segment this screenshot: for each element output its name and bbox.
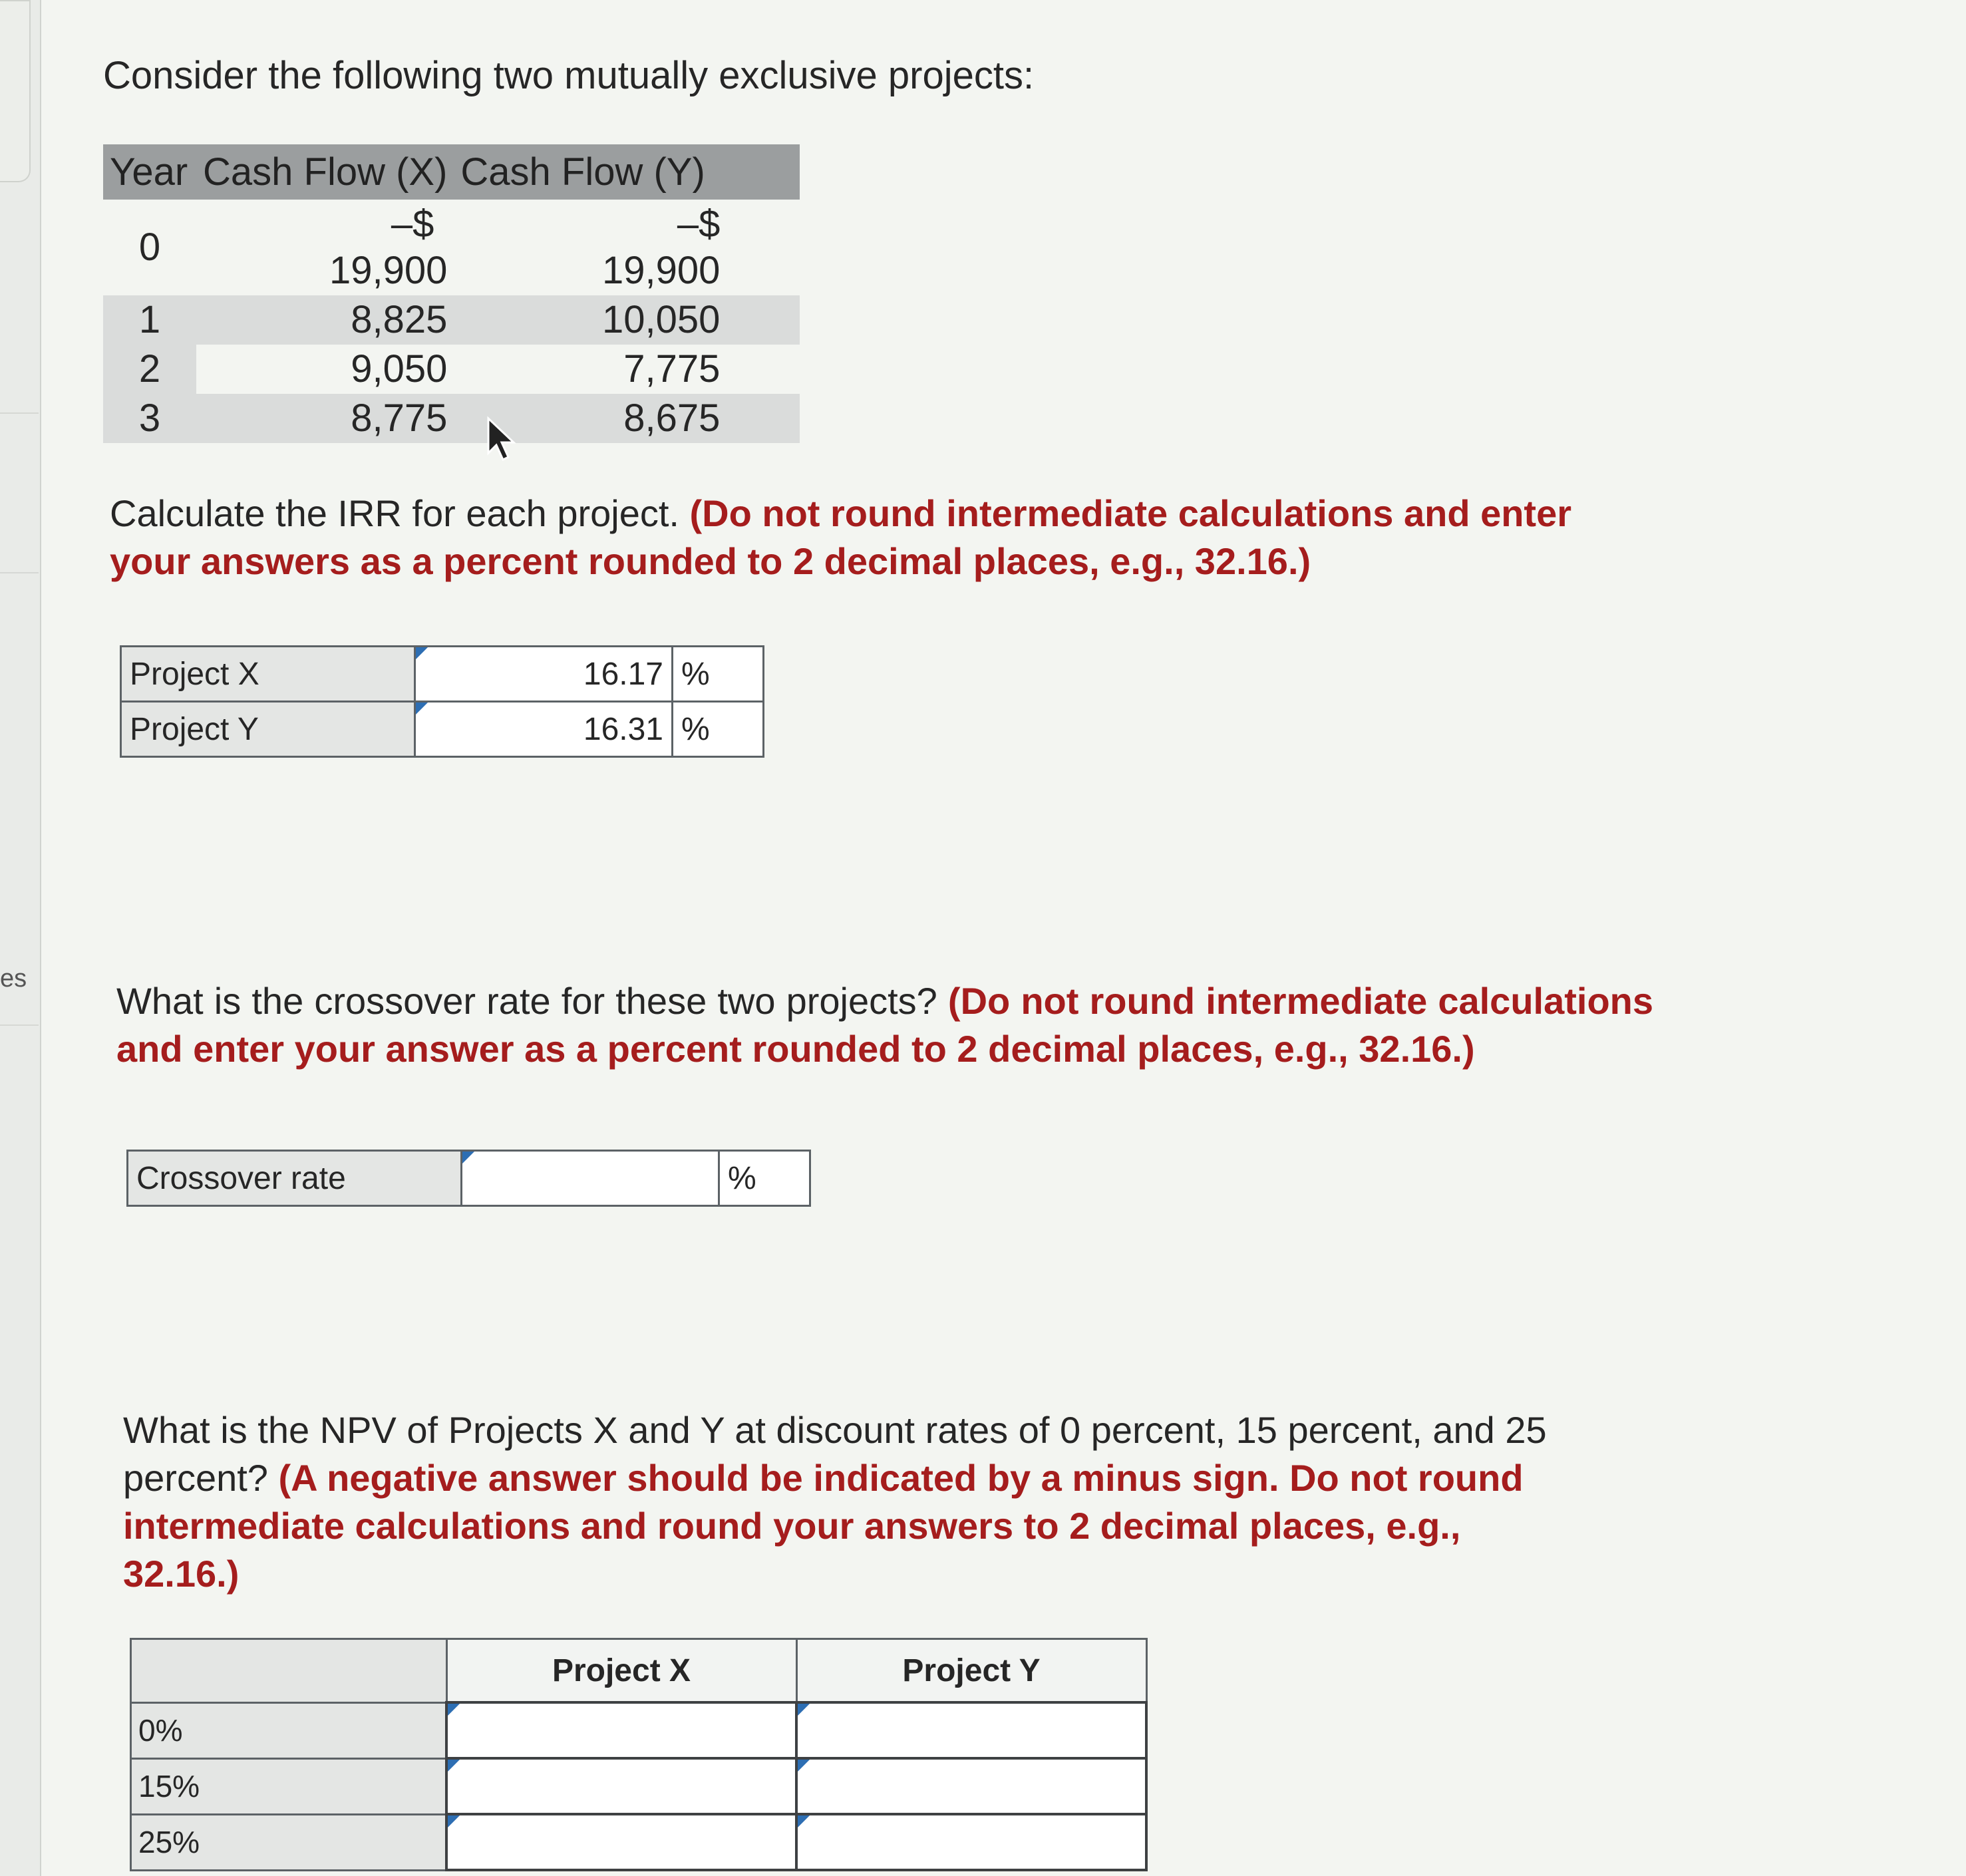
- npv-header-blank: [131, 1639, 447, 1703]
- currency-prefix: –$: [677, 202, 721, 245]
- cash-flow-y-cell: 7,775: [623, 347, 721, 391]
- irr-label-project-y: Project Y: [121, 702, 415, 757]
- year-cell: 1: [103, 295, 196, 345]
- left-side-panel: [0, 0, 41, 1876]
- irr-answer-table: [120, 645, 764, 758]
- table-row: [131, 1702, 1147, 1758]
- irr-question-text: Calculate the IRR for each project.: [110, 492, 679, 534]
- crossover-row: [128, 1151, 810, 1206]
- irr-value-project-x: 16.17: [583, 656, 663, 692]
- cash-flow-x-cell: 8,775: [196, 394, 454, 443]
- npv-input-x-15[interactable]: [446, 1758, 796, 1814]
- npv-rate-label: 0%: [131, 1702, 447, 1758]
- npv-question-text: What is the NPV of Projects X and Y at discount rates of 0 percent, 15 percent, and 25 percent?: [123, 1409, 1547, 1499]
- input-flag-icon: [798, 1704, 810, 1716]
- npv-header-project-y: Project Y: [796, 1639, 1146, 1703]
- input-flag-icon: [416, 703, 428, 714]
- intro-text: Consider the following two mutually exclusive projects:: [103, 54, 1035, 97]
- crossover-answer-table: [126, 1150, 811, 1207]
- cash-flow-y-cell: 8,675: [454, 394, 800, 443]
- header-cash-flow-y: Cash Flow (Y): [454, 144, 800, 200]
- input-flag-icon: [798, 1760, 810, 1772]
- cash-flow-header-row: [103, 144, 800, 200]
- table-row: [103, 394, 800, 443]
- cash-flow-x-cell: [196, 200, 454, 295]
- cash-flow-x-cell: 9,050: [351, 347, 448, 391]
- crossover-rate-input[interactable]: [462, 1151, 719, 1206]
- npv-table: [130, 1638, 1148, 1871]
- crossover-question-instruction: (Do not round intermediate calculations and enter your answer as a percent rounded to 2 decimal places, e.g., 32.16.): [116, 980, 1653, 1070]
- year-cell: 3: [103, 394, 196, 443]
- input-flag-icon: [448, 1815, 460, 1827]
- question-content: [103, 53, 1667, 1871]
- npv-input-x-25[interactable]: [446, 1814, 796, 1870]
- table-row: [103, 200, 800, 295]
- input-flag-icon: [462, 1152, 474, 1164]
- input-flag-icon: [416, 647, 428, 659]
- side-divider: [0, 1024, 39, 1026]
- table-row: [103, 345, 800, 394]
- input-flag-icon: [448, 1704, 460, 1716]
- table-row: [103, 295, 800, 345]
- percent-unit: %: [719, 1151, 810, 1206]
- cash-flow-value: 19,900: [329, 249, 448, 292]
- table-row: [131, 1758, 1147, 1814]
- side-label: es: [0, 965, 27, 993]
- header-year: Year: [103, 144, 196, 200]
- table-row: [131, 1814, 1147, 1870]
- currency-prefix: –$: [391, 202, 434, 245]
- npv-rate-label: 15%: [131, 1758, 447, 1814]
- npv-input-y-25[interactable]: [796, 1814, 1146, 1870]
- npv-input-y-0[interactable]: [796, 1702, 1146, 1758]
- cash-flow-table: [103, 144, 800, 443]
- input-flag-icon: [798, 1815, 810, 1827]
- side-divider: [0, 572, 39, 573]
- irr-input-project-y[interactable]: [415, 702, 673, 757]
- cash-flow-y-cell: [454, 200, 800, 295]
- crossover-label: Crossover rate: [128, 1151, 462, 1206]
- irr-label-project-x: Project X: [121, 647, 415, 702]
- irr-row-project-y: [121, 702, 764, 757]
- irr-question-instruction: (Do not round intermediate calculations and enter your answers as a percent rounded to 2 decimal places, e.g., 32.16.): [110, 492, 1572, 582]
- year-cell: 0: [138, 226, 161, 269]
- crossover-question-text: What is the crossover rate for these two projects?: [116, 980, 937, 1022]
- npv-question: [123, 1406, 1587, 1598]
- npv-header-project-x: Project X: [446, 1639, 796, 1703]
- side-tab[interactable]: [0, 0, 31, 182]
- npv-input-x-0[interactable]: [446, 1702, 796, 1758]
- irr-value-project-y: 16.31: [583, 711, 663, 747]
- irr-row-project-x: [121, 647, 764, 702]
- side-divider: [0, 412, 39, 414]
- year-cell: 2: [103, 345, 196, 394]
- npv-question-instruction: (A negative answer should be indicated by a minus sign. Do not round intermediate calculations and round your answers to 2 decimal places, e.g., 32.16.): [123, 1457, 1524, 1595]
- crossover-question: [116, 977, 1653, 1073]
- percent-unit: %: [673, 647, 764, 702]
- npv-rate-label: 25%: [131, 1814, 447, 1870]
- input-flag-icon: [448, 1760, 460, 1772]
- cash-flow-y-cell: 10,050: [454, 295, 800, 345]
- percent-unit: %: [673, 702, 764, 757]
- irr-input-project-x[interactable]: [415, 647, 673, 702]
- npv-input-y-15[interactable]: [796, 1758, 1146, 1814]
- cash-flow-value: 19,900: [602, 249, 721, 292]
- cash-flow-x-cell: 8,825: [196, 295, 454, 345]
- irr-question: [110, 490, 1640, 585]
- mouse-cursor-icon: [486, 416, 519, 466]
- npv-header-row: [131, 1639, 1147, 1703]
- header-cash-flow-x: Cash Flow (X): [196, 144, 454, 200]
